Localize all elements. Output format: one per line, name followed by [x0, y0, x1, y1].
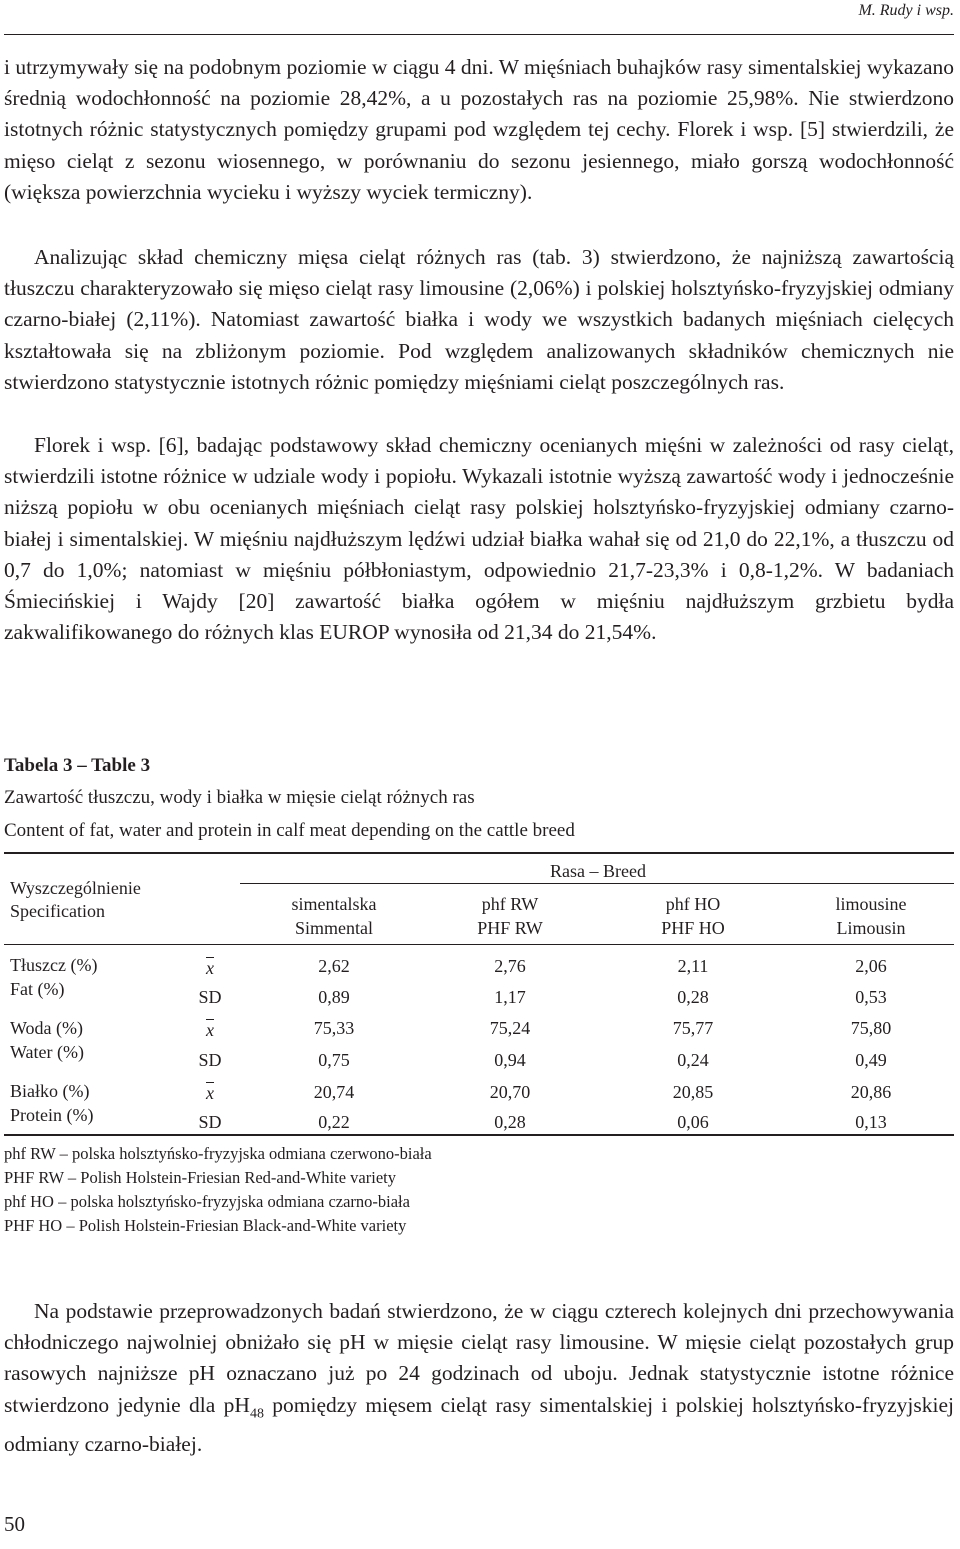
col-header-en: PHF HO — [661, 918, 725, 938]
col-header-pl: phf RW — [481, 894, 539, 914]
paragraph-4-text: Na podstawie przeprowadzonych badań stwierdzono, że w ciągu czterech kolejnych dni przechowywania chłodniczego najwolniej obniżało się pH w mięsie cieląt rasy limousine. W mięsie cieląt pozostałych grup rasowych najniższe pH oznaczano już po 24 godzinach od uboju. Jednak statystycznie istotne różnice stwierdzono jedynie dla pH — [4, 1299, 954, 1417]
col-header-en: Simmental — [295, 918, 373, 938]
stub-header-en: Specification — [10, 901, 105, 921]
row-label-en: Protein (%) — [10, 1105, 94, 1125]
table-cell: 0,49 — [855, 1050, 887, 1070]
table-cell: 0,28 — [494, 1112, 526, 1132]
stub-header-pl: Wyszczególnienie — [10, 878, 141, 898]
col-header-pl: simentalska — [291, 894, 377, 914]
table-top-rule — [4, 852, 954, 854]
col-header-pl: limousine — [835, 894, 907, 914]
row-label-en: Water (%) — [10, 1042, 85, 1062]
table-label: Tabela 3 – Table 3 — [4, 755, 151, 776]
table-note: phf RW – polska holsztyńsko-fryzyjska odmiana czerwono-biała — [4, 1144, 432, 1163]
ph-subscript: 48 — [249, 1405, 264, 1421]
page-number: 50 — [4, 1512, 25, 1536]
col-header-en: Limousin — [836, 918, 906, 938]
mean-symbol: $\overline{x}$ — [206, 1083, 214, 1103]
sd-symbol: SD — [198, 1112, 222, 1132]
row-label-pl: Tłuszcz (%) — [10, 955, 98, 975]
row-label-pl: Woda (%) — [10, 1018, 84, 1038]
table-cell: 0,22 — [318, 1112, 350, 1132]
row-label-en: Fat (%) — [10, 979, 65, 999]
table-cell: 0,53 — [855, 987, 887, 1007]
table-cell: 20,70 — [489, 1082, 531, 1102]
table-cell: 1,17 — [494, 987, 526, 1007]
table-cell: 20,74 — [313, 1082, 355, 1102]
table-cell: 2,62 — [318, 956, 350, 976]
table-bottom-rule — [4, 1134, 954, 1136]
paragraph-1: i utrzymywały się na podobnym poziomie w ciągu 4 dni. W mięśniach buhajków rasy simentalskiej wykazano średnią wodochłonność na poziomie 28,42%, a u pozostałych ras na poziomie 25,98%. Nie stwierdzono istotnych różnic statystycznych pomiędzy grupami pod względem tej cechy. Florek i wsp. [5] stwierdzili, że mięso cieląt z sezonu wiosennego, w porównaniu do sezonu jesiennego, miało gorszą wodochłonność (większa powierzchnia wycieku i wyższy wyciek termiczny). — [4, 55, 954, 204]
table-cell: 0,13 — [855, 1112, 887, 1132]
table-cell: 0,06 — [677, 1112, 709, 1132]
table-cell: 20,85 — [672, 1082, 714, 1102]
mean-symbol: $\overline{x}$ — [206, 1020, 214, 1040]
table-cell: 0,28 — [677, 987, 709, 1007]
row-label-pl: Białko (%) — [10, 1081, 90, 1101]
sd-symbol: SD — [198, 1050, 222, 1070]
table-group-rule — [240, 883, 954, 884]
table-cell: 75,24 — [489, 1018, 531, 1038]
table-cell: 0,24 — [677, 1050, 709, 1070]
table-caption-en: Content of fat, water and protein in calf meat depending on the cattle breed — [4, 820, 575, 841]
table-cell: 0,89 — [318, 987, 350, 1007]
table-header-rule — [4, 944, 954, 945]
table-cell: 75,33 — [313, 1018, 355, 1038]
header-rule — [4, 34, 954, 35]
table-cell: 2,76 — [494, 956, 526, 976]
group-header: Rasa – Breed — [550, 861, 646, 881]
table-cell: 75,80 — [850, 1018, 892, 1038]
running-head: M. Rudy i wsp. — [858, 2, 954, 19]
table-cell: 2,06 — [855, 956, 887, 976]
table-cell: 75,77 — [672, 1018, 714, 1038]
col-header-en: PHF RW — [477, 918, 543, 938]
mean-symbol: $\overline{x}$ — [206, 958, 214, 978]
table-note: PHF RW – Polish Holstein-Friesian Red-and-White variety — [4, 1168, 396, 1187]
table-caption-pl: Zawartość tłuszczu, wody i białka w mięsie cieląt różnych ras — [4, 787, 475, 808]
sd-symbol: SD — [198, 987, 222, 1007]
table-cell: 2,11 — [677, 956, 709, 976]
paragraph-3: Florek i wsp. [6], badając podstawowy skład chemiczny ocenianych mięśni w zależności od rasy cieląt, stwierdzili istotne różnice w udziale wody i popiołu. Wykazali istotnie wyższą zawartość wody i jednocześnie niższą popiołu w obu ocenianych mięśniach cieląt rasy polskiej holsztyńsko-fryzyjskiej odmiany czarno-białej i simentalskiej. W mięśniu najdłuższym lędźwi udział białka wahał się od 21,0 do 22,1%, a tłuszczu od 0,7 do 1,0%; natomiast w mięśniu półbłoniastym, odpowiednio 21,7-23,3% i 0,8-1,2%. W badaniach Śmiecińskiej i Wajdy [20] zawartość białka ogółem w mięśniu najdłuższym grzbietu bydła zakwalifikowanego do różnych klas EUROP wynosiła od 21,34 do 21,54%. — [4, 433, 954, 645]
paragraph-4 — [4, 1296, 954, 1460]
table-cell: 20,86 — [850, 1082, 892, 1102]
paragraph-2: Analizując skład chemiczny mięsa cieląt różnych ras (tab. 3) stwierdzono, że najniższą zawartością tłuszczu charakteryzowało się mięso cieląt rasy limousine (2,06%) i polskiej holsztyńsko-fryzyjskiej odmiany czarno-białej (2,11%). Natomiast zawartość białka i wody we wszystkich badanych mięśniach cielęcych kształtowała się na zbliżonym poziomie. Pod względem analizowanych składników chemicznych nie stwierdzono statystycznie istotnych różnic pomiędzy mięśniami cieląt poszczególnych ras. — [4, 245, 954, 394]
paragraph-4-text-end: pomiędzy mięsem cieląt rasy simentalskiej i polskiej holsztyńsko-fryzyjskiej odmiany czarno-białej. — [4, 1392, 954, 1457]
table-cell: 0,75 — [318, 1050, 350, 1070]
table-note: PHF HO – Polish Holstein-Friesian Black-and-White variety — [4, 1216, 407, 1235]
table-note: phf HO – polska holsztyńsko-fryzyjska odmiana czarno-biała — [4, 1192, 410, 1211]
table-cell: 0,94 — [494, 1050, 526, 1070]
col-header-pl: phf HO — [665, 894, 721, 914]
